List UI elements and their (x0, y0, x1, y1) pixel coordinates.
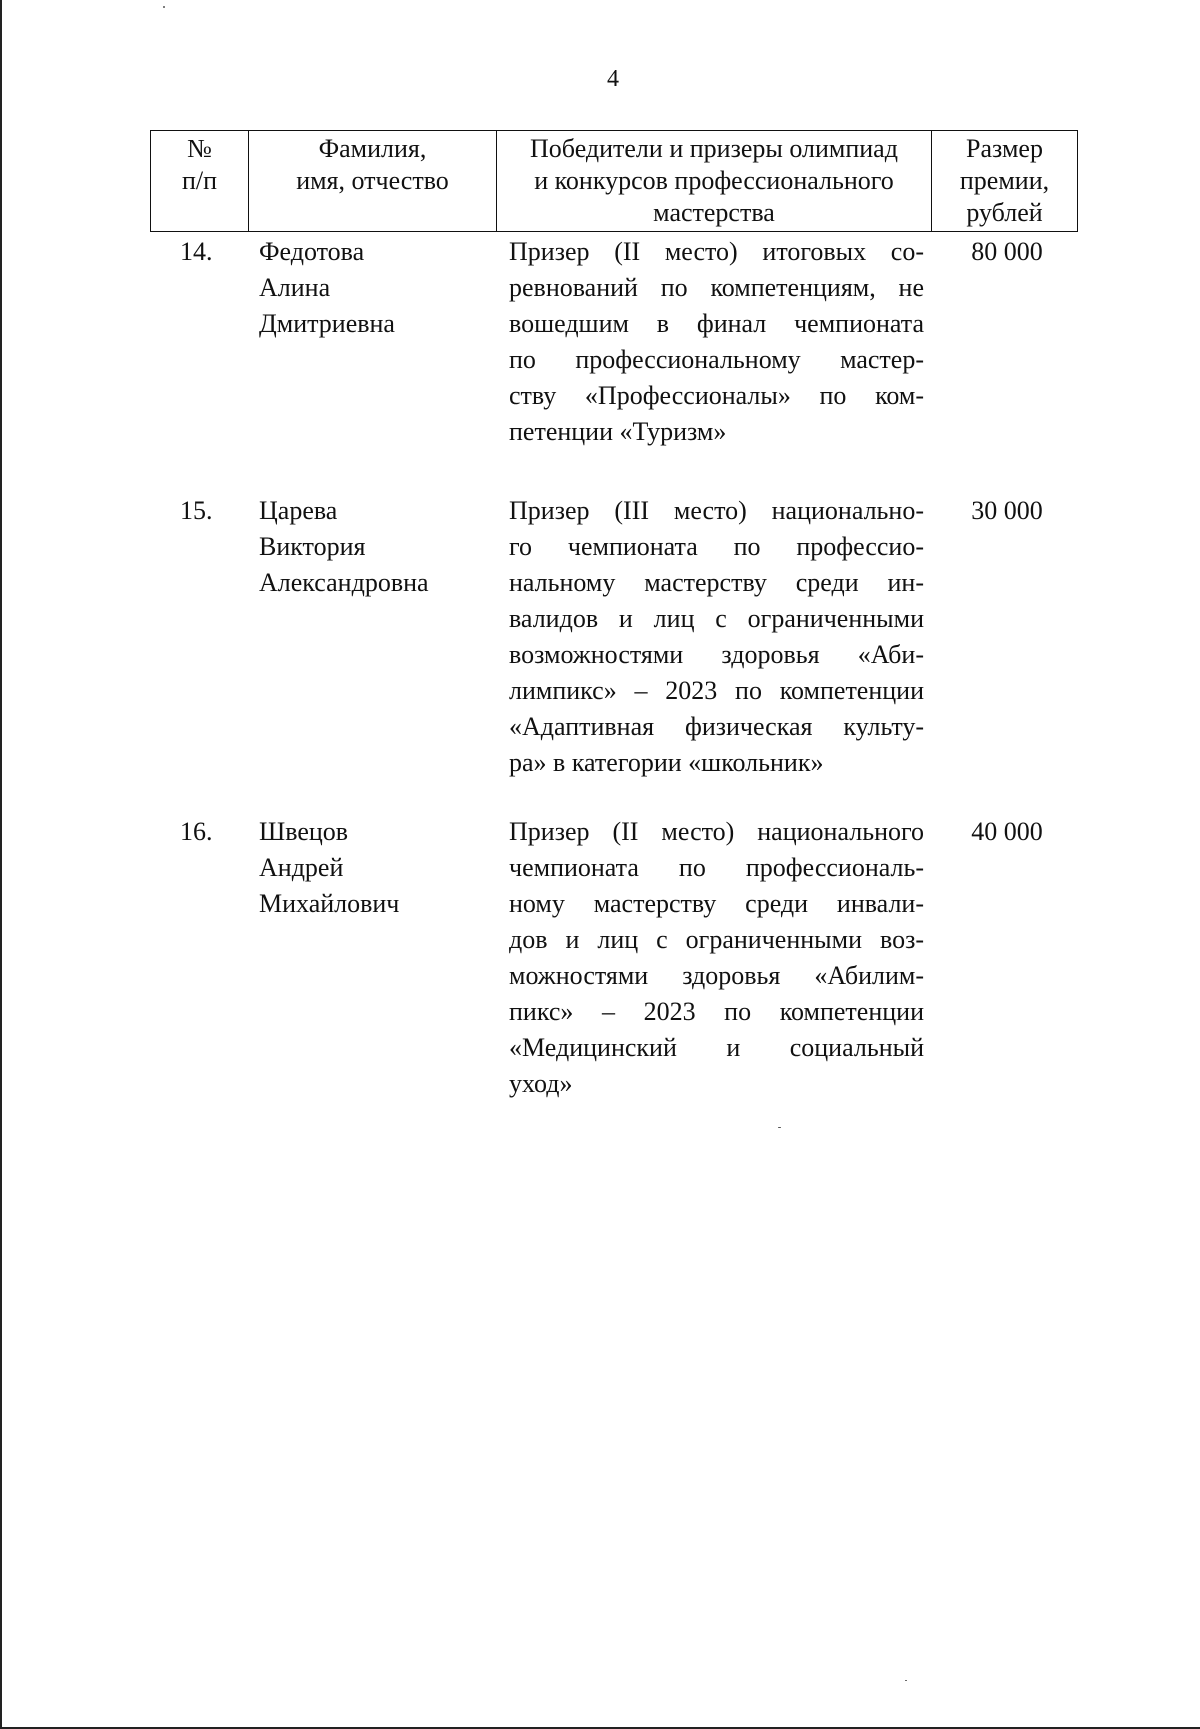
description-line: уход» (509, 1069, 573, 1098)
row-amount: 40 000 (971, 817, 1043, 846)
header-description: Победители и призеры олимпиад и конкурсов профессионального мастерства (496, 131, 931, 231)
description-line: лимпикс» – 2023 по компетенции (509, 676, 924, 705)
row-number: 16. (180, 817, 213, 846)
description-line: «Адаптивная физическая культу- (509, 712, 924, 741)
row-name: Царева Виктория Александровна (259, 496, 429, 597)
description-line: по профессиональному мастер- (509, 345, 924, 374)
table-header (150, 130, 1078, 232)
description-line: можностями здоровья «Абилим- (509, 961, 924, 990)
description-line: дов и лиц с ограниченными воз- (509, 925, 924, 954)
description-line: «Медицинский и социальный (509, 1033, 924, 1062)
row-description (509, 814, 924, 1102)
row-description (509, 234, 924, 450)
description-line: Призер (II место) национального (509, 817, 924, 846)
row-number: 14. (180, 237, 213, 266)
scan-speck (163, 6, 165, 8)
row-amount: 30 000 (971, 496, 1043, 525)
scan-speck (778, 1127, 781, 1128)
header-name: Фамилия, имя, отчество (248, 131, 496, 231)
description-line: пикс» – 2023 по компетенции (509, 997, 924, 1026)
description-line: ному мастерству среди инвали- (509, 889, 924, 918)
row-description (509, 493, 924, 781)
row-name: Федотова Алина Дмитриевна (259, 237, 395, 338)
description-line: ревнований по компетенциям, не (509, 273, 924, 302)
description-line: вошедшим в финал чемпионата (509, 309, 924, 338)
description-line: ра» в категории «школьник» (509, 748, 824, 777)
header-amount: Размер премии, рублей (931, 131, 1077, 231)
description-line: чемпионата по профессиональ- (509, 853, 924, 882)
description-line: возможностями здоровья «Аби- (509, 640, 924, 669)
scan-speck (905, 1680, 907, 1681)
description-line: Призер (II место) итоговых со- (509, 237, 924, 266)
description-line: валидов и лиц с ограниченными (509, 604, 924, 633)
row-amount: 80 000 (971, 237, 1043, 266)
description-line: петенции «Туризм» (509, 417, 727, 446)
row-number: 15. (180, 496, 213, 525)
description-line: ству «Профессионалы» по ком- (509, 381, 924, 410)
description-line: нальному мастерству среди ин- (509, 568, 924, 597)
description-line: Призер (III место) национально- (509, 496, 924, 525)
row-name: Швецов Андрей Михайлович (259, 817, 400, 918)
description-line: го чемпионата по профессио- (509, 532, 924, 561)
header-num: № п/п (181, 134, 218, 195)
page-number: 4 (607, 66, 619, 92)
